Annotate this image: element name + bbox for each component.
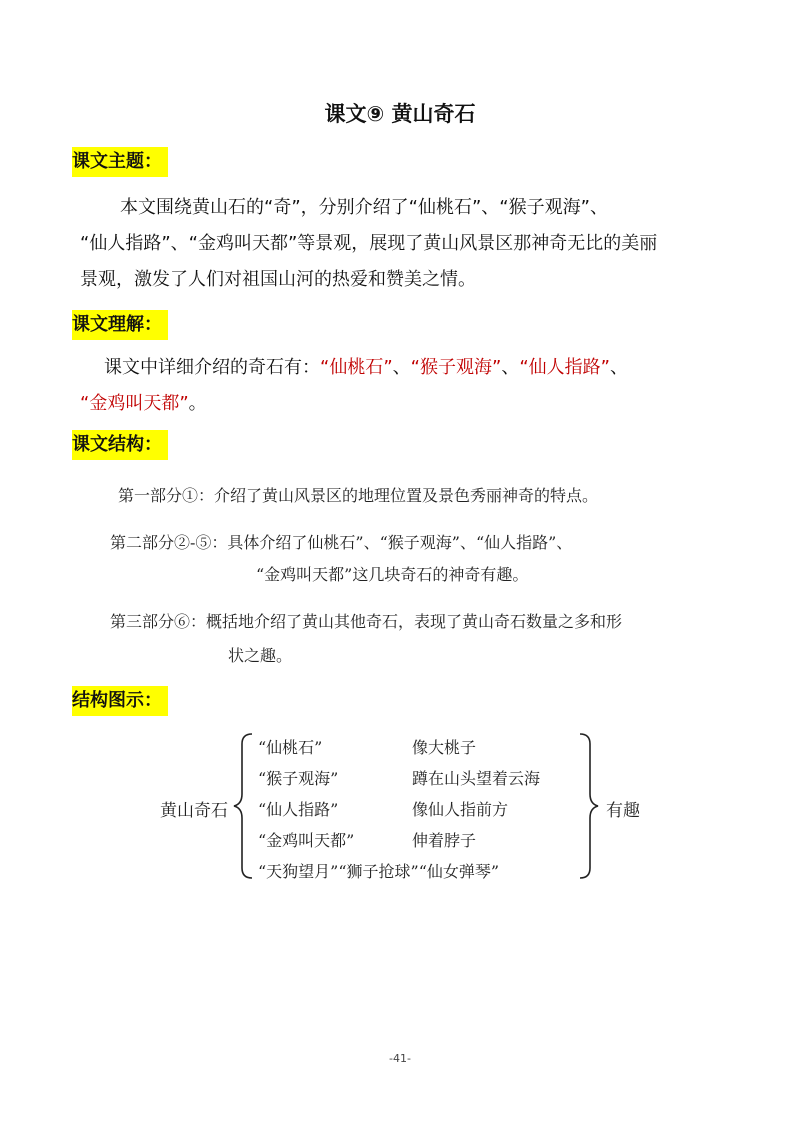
diagram-row-3-name: “仙人指路” [258, 800, 339, 819]
structure-part-1: 第一部分①：介绍了黄山风景区的地理位置及景色秀丽神奇的特点。 [118, 486, 599, 505]
structure-heading-label: 课文结构： [72, 430, 168, 460]
diagram-row-2-desc: 蹲在山头望着云海 [412, 769, 541, 788]
diagram-row-3-desc: 像仙人指前方 [412, 800, 509, 819]
separator: 、 [392, 357, 411, 378]
theme-heading [72, 147, 168, 177]
theme-line-3: 景观，激发了人们对祖国山河的热爱和赞美之情。 [80, 269, 476, 290]
diagram-heading-label: 结构图示： [72, 686, 168, 716]
diagram-row-1-name: “仙桃石” [258, 738, 323, 757]
left-brace-icon [230, 730, 260, 880]
theme-line-1: 本文围绕黄山石的“奇”，分别介绍了“仙桃石”、“猴子观海”、 [120, 197, 608, 218]
diagram-root: 黄山奇石 [160, 801, 228, 821]
diagram-row-2-name: “猴子观海” [258, 769, 339, 788]
diagram-row-1-desc: 像大桃子 [412, 738, 477, 757]
theme-line-2: “仙人指路”、“金鸡叫天都”等景观，展现了黄山风景区那神奇无比的美丽 [80, 233, 658, 254]
structure-heading [72, 430, 168, 460]
understanding-line-1 [104, 350, 628, 386]
structure-part-3-line-2: 状之趣。 [228, 646, 293, 665]
right-brace-icon [574, 730, 604, 880]
separator: 、 [609, 357, 628, 378]
stone-1: “仙桃石” [320, 357, 393, 378]
diagram-row-5: “天狗望月”“狮子抢球”“仙女弹琴” [258, 862, 500, 881]
diagram-heading [72, 686, 168, 716]
diagram-conclusion: 有趣 [606, 801, 640, 821]
understanding-intro: 课文中详细介绍的奇石有： [104, 357, 320, 378]
stone-4: “金鸡叫天都” [80, 393, 189, 414]
theme-heading-label: 课文主题： [72, 147, 168, 177]
diagram-row-4-desc: 伸着脖子 [412, 831, 477, 850]
structure-part-2-line-2: “金鸡叫天都”这几块奇石的神奇有趣。 [256, 565, 529, 584]
stone-2: “猴子观海” [410, 357, 502, 378]
diagram-row-4-name: “金鸡叫天都” [258, 831, 355, 850]
understanding-heading [72, 310, 168, 340]
stone-3: “仙人指路” [519, 357, 610, 378]
understanding-line-2 [80, 386, 207, 422]
end-mark: 。 [188, 393, 207, 414]
page-title: 课文⑨ 黄山奇石 [324, 102, 476, 126]
understanding-heading-label: 课文理解： [72, 310, 168, 340]
structure-part-2-line-1: 第二部分②-⑤：具体介绍了仙桃石”、“猴子观海”、“仙人指路”、 [110, 533, 573, 552]
page-number: -41- [389, 1052, 411, 1065]
separator: 、 [501, 357, 520, 378]
structure-part-3-line-1: 第三部分⑥：概括地介绍了黄山其他奇石，表现了黄山奇石数量之多和形 [110, 612, 623, 631]
